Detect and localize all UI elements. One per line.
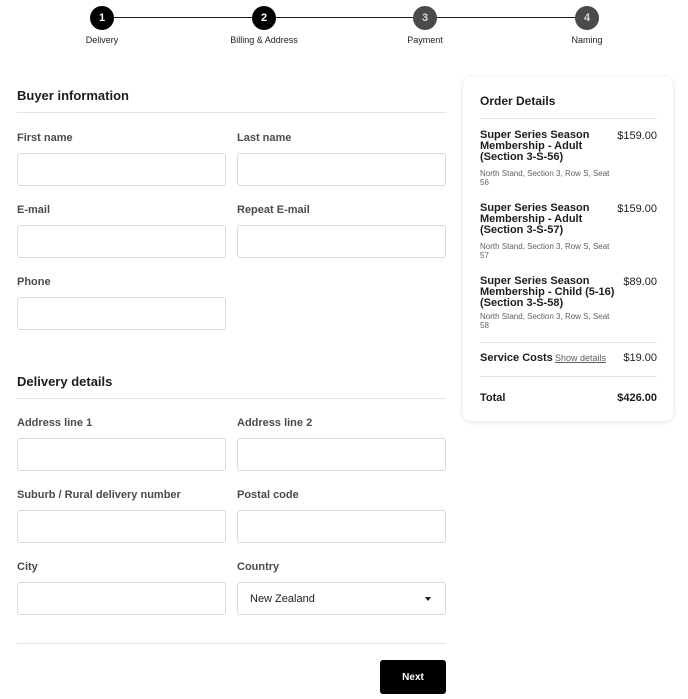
- order-item-name: Super Series Season Membership - Adult (Section 3-S-56): [480, 129, 590, 163]
- first-name-label: First name: [17, 132, 73, 144]
- step-number: 2: [252, 6, 276, 30]
- order-item-price: $159.00: [617, 203, 657, 215]
- step-label: Billing & Address: [230, 35, 298, 45]
- phone-label: Phone: [17, 276, 51, 288]
- card-divider: [480, 376, 657, 377]
- show-details-link[interactable]: Show details: [555, 353, 607, 363]
- order-item-price: $159.00: [617, 130, 657, 142]
- address-line-2-input[interactable]: [237, 438, 446, 471]
- order-item-name: Super Series Season Membership - Child (5-16) (Section 3-S-58): [480, 275, 615, 309]
- city-input[interactable]: [17, 582, 226, 615]
- service-costs-amount: $19.00: [623, 352, 657, 364]
- order-total-row: [480, 392, 657, 404]
- order-item-seat: North Stand, Section 3, Row S, Seat 57: [480, 242, 610, 260]
- card-divider: [480, 342, 657, 343]
- buyer-information-heading: Buyer information: [17, 88, 129, 103]
- total-amount: $426.00: [617, 392, 657, 404]
- city-label: City: [17, 561, 38, 573]
- address-line-1-label: Address line 1: [17, 417, 93, 429]
- first-name-input[interactable]: [17, 153, 226, 186]
- order-item: [480, 130, 657, 192]
- order-details-title: Order Details: [480, 94, 556, 108]
- section-divider: [17, 398, 446, 399]
- step-billing-address[interactable]: [214, 6, 314, 45]
- section-divider: [17, 112, 446, 113]
- last-name-input[interactable]: [237, 153, 446, 186]
- step-payment: [375, 6, 475, 45]
- suburb-label: Suburb / Rural delivery number: [17, 489, 181, 501]
- delivery-details-heading: Delivery details: [17, 374, 113, 389]
- country-select[interactable]: [237, 582, 446, 615]
- form-footer-divider: [17, 643, 446, 644]
- phone-input[interactable]: [17, 297, 226, 330]
- order-item: [480, 276, 657, 338]
- caret-down-icon: [425, 597, 431, 601]
- step-number: 4: [575, 6, 599, 30]
- email-label: E-mail: [17, 204, 51, 216]
- order-item-name: Super Series Season Membership - Adult (Section 3-S-57): [480, 202, 590, 236]
- repeat-email-label: Repeat E-mail: [237, 204, 310, 216]
- step-label: Delivery: [85, 35, 119, 45]
- repeat-email-input[interactable]: [237, 225, 446, 258]
- suburb-input[interactable]: [17, 510, 226, 543]
- order-item-seat: North Stand, Section 3, Row S, Seat 58: [480, 312, 610, 330]
- postal-code-label: Postal code: [237, 489, 299, 501]
- email-input[interactable]: [17, 225, 226, 258]
- last-name-label: Last name: [237, 132, 292, 144]
- step-label: Naming: [571, 35, 603, 45]
- service-costs-label: Service Costs: [480, 352, 553, 364]
- step-number: 1: [90, 6, 114, 30]
- step-naming: [537, 6, 637, 45]
- stepper-line: [102, 17, 585, 18]
- total-label: Total: [480, 392, 506, 404]
- order-item: [480, 203, 657, 265]
- step-number: 3: [413, 6, 437, 30]
- country-label: Country: [237, 561, 280, 573]
- order-item-seat: North Stand, Section 3, Row S, Seat 56: [480, 169, 610, 187]
- order-item-price: $89.00: [623, 276, 657, 288]
- step-delivery[interactable]: [52, 6, 152, 45]
- card-divider: [480, 118, 657, 119]
- next-button[interactable]: Next: [380, 660, 446, 694]
- order-details-card: [463, 77, 673, 421]
- postal-code-input[interactable]: [237, 510, 446, 543]
- country-select-value: New Zealand: [250, 592, 315, 605]
- step-label: Payment: [407, 35, 443, 45]
- address-line-1-input[interactable]: [17, 438, 226, 471]
- checkout-stepper: [0, 0, 688, 48]
- address-line-2-label: Address line 2: [237, 417, 313, 429]
